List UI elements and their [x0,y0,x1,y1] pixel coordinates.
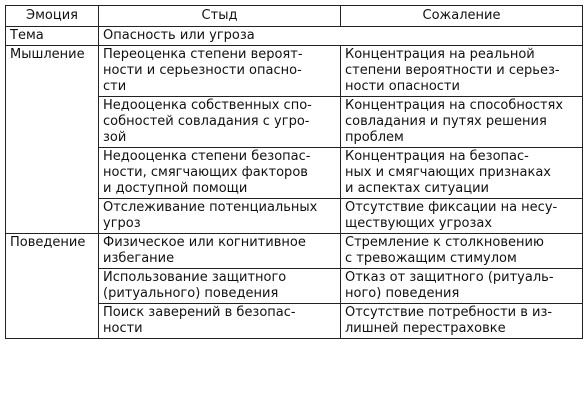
regret-cell: Концентрация на способностях совладания и путях решения проблем [341,97,583,148]
table-row [6,27,583,46]
shame-cell: Отслеживание потенциальных угроз [99,199,341,234]
emotion-comparison-table [5,5,583,339]
header-emotion: Эмоция [6,6,99,27]
table-row [6,46,583,97]
row-label: Мышление [6,46,99,234]
shame-cell: Недооценка собственных спо- собностей совладания с угро- зой [99,97,341,148]
regret-cell: Концентрация на реальной степени вероятности и серьез- ности опасности [341,46,583,97]
merged-cell: Опасность или угроза [99,27,583,46]
row-label: Поведение [6,234,99,339]
header-regret: Сожаление [341,6,583,27]
shame-cell: Переоценка степени вероят- ности и серьезности опасно- сти [99,46,341,97]
row-label: Тема [6,27,99,46]
shame-cell: Недооценка степени безопас- ности, смягчающих факторов и доступной помощи [99,148,341,199]
regret-cell: Стремление к столкновению с тревожащим стимулом [341,234,583,269]
table-row [6,234,583,269]
header-shame: Стыд [99,6,341,27]
regret-cell: Отсутствие потребности в из- лишней перестраховке [341,304,583,339]
document-page [5,5,583,339]
shame-cell: Поиск заверений в безопас- ности [99,304,341,339]
table-header-row [6,6,583,27]
shame-cell: Физическое или когнитивное избегание [99,234,341,269]
shame-cell: Использование защитного (ритуального) поведения [99,269,341,304]
regret-cell: Концентрация на безопас- ных и смягчающих признаках и аспектах ситуации [341,148,583,199]
regret-cell: Отсутствие фиксации на несу- ществующих угрозах [341,199,583,234]
table-body [6,27,583,339]
regret-cell: Отказ от защитного (ритуаль- ного) поведения [341,269,583,304]
